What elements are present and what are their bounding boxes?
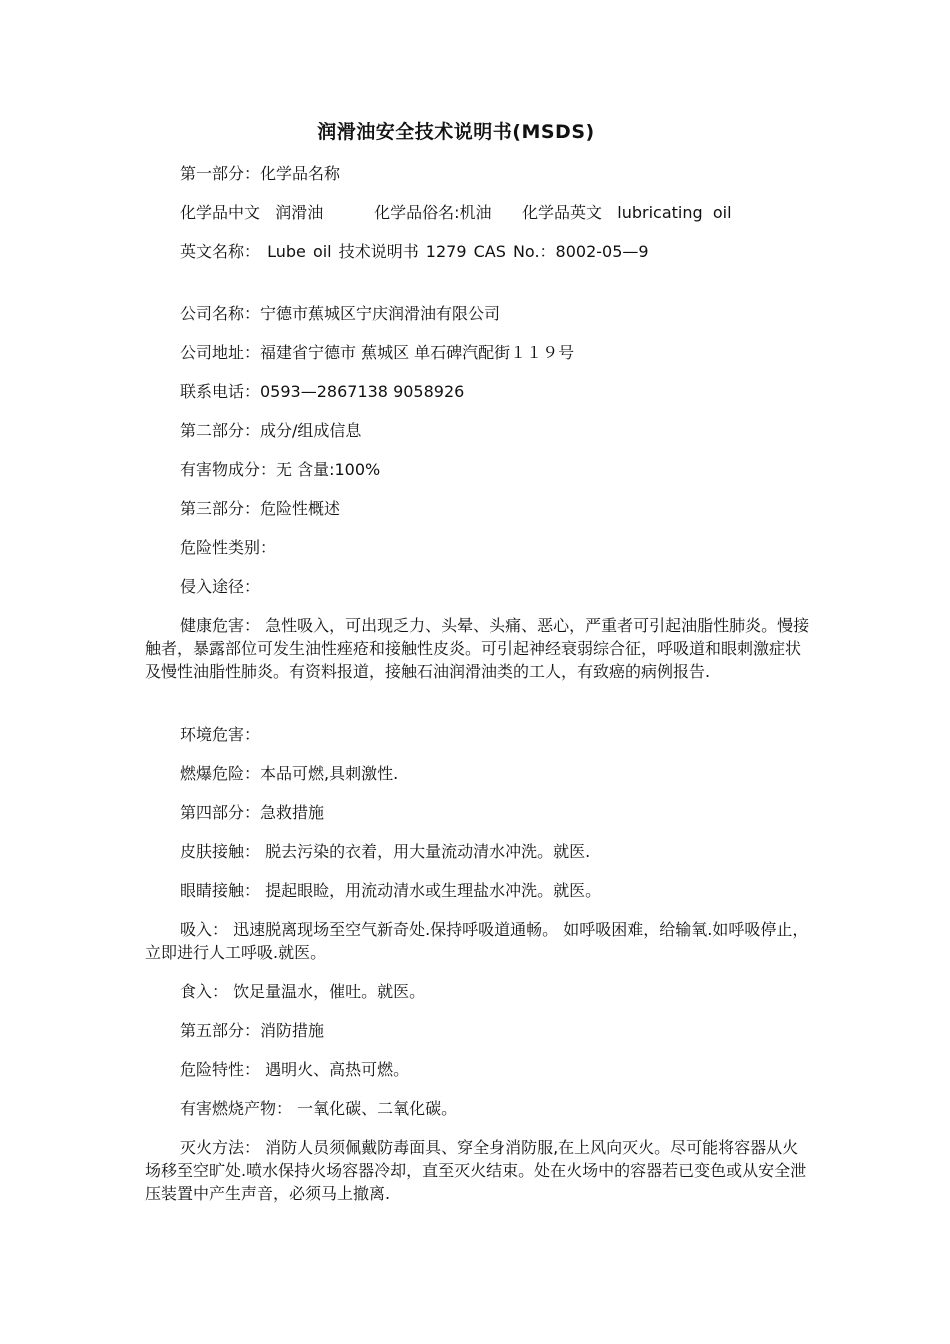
contact-phone: 联系电话：0593—2867138 9058926 — [180, 382, 465, 401]
hazard-characteristics: 危险特性： 遇明火、高热可燃。 — [180, 1060, 410, 1079]
hazardous-components: 有害物成分：无 含量:100% — [180, 460, 381, 479]
extinguishing-methods: 灭火方法： 消防人员须佩戴防毒面具、穿全身消防服,在上风向灭火。尽可能将容器从火场移至空旷处.喷水保持火场容器冷却，直至灭火结束。处在火场中的容器若已变色或从安全泄压装置中产生声音，必须马上撤离. — [145, 1138, 807, 1203]
eye-contact: 眼睛接触： 提起眼睑，用流动清水或生理盐水冲洗。就医。 — [180, 881, 602, 900]
company-address: 公司地址：福建省宁德市 蕉城区 单石碑汽配街１１９号 — [180, 343, 575, 362]
section-3-heading: 第三部分：危险性概述 — [180, 499, 341, 518]
environmental-hazards: 环境危害： — [180, 725, 261, 744]
section-1-heading: 第一部分：化学品名称 — [180, 164, 341, 183]
exposure-routes: 侵入途径： — [180, 577, 261, 596]
section-4-heading: 第四部分：急救措施 — [180, 803, 325, 822]
document-title: 润滑油安全技术说明书(MSDS) — [317, 121, 595, 143]
inhalation: 吸入： 迅速脱离现场至空气新奇处.保持呼吸道通畅。 如呼吸困难，给输氧.如呼吸停止，立即进行人工呼吸.就医。 — [145, 920, 809, 962]
fire-explosion-hazard: 燃爆危险：本品可燃,具刺激性. — [180, 764, 399, 783]
skin-contact: 皮肤接触： 脱去污染的衣着，用大量流动清水冲洗。就医. — [180, 842, 591, 861]
combustion-products: 有害燃烧产物： 一氧化碳、二氧化碳。 — [180, 1099, 458, 1118]
chemical-name-line: 化学品中文 润滑油 化学品俗名:机油 化学品英文 lubricating oil — [180, 203, 732, 222]
section-5-heading: 第五部分：消防措施 — [180, 1021, 325, 1040]
ingestion: 食入： 饮足量温水，催吐。就医。 — [180, 982, 426, 1001]
health-hazards: 健康危害： 急性吸入，可出现乏力、头晕、头痛、恶心，严重者可引起油脂性肺炎。慢接触者，暴露部位可发生油性痤疮和接触性皮炎。可引起神经衰弱综合征，呼吸道和眼刺激症状及慢性油脂性肺炎。有资料报道，接触石油润滑油类的工人，有致癌的病例报告. — [145, 616, 810, 681]
section-2-heading: 第二部分：成分/组成信息 — [180, 421, 362, 440]
english-name-line: 英文名称： Lube oil 技术说明书 1279 CAS No.：8002-05—9 — [180, 242, 649, 261]
hazard-category: 危险性类别： — [180, 538, 277, 557]
company-name: 公司名称：宁德市蕉城区宁庆润滑油有限公司 — [180, 304, 501, 323]
